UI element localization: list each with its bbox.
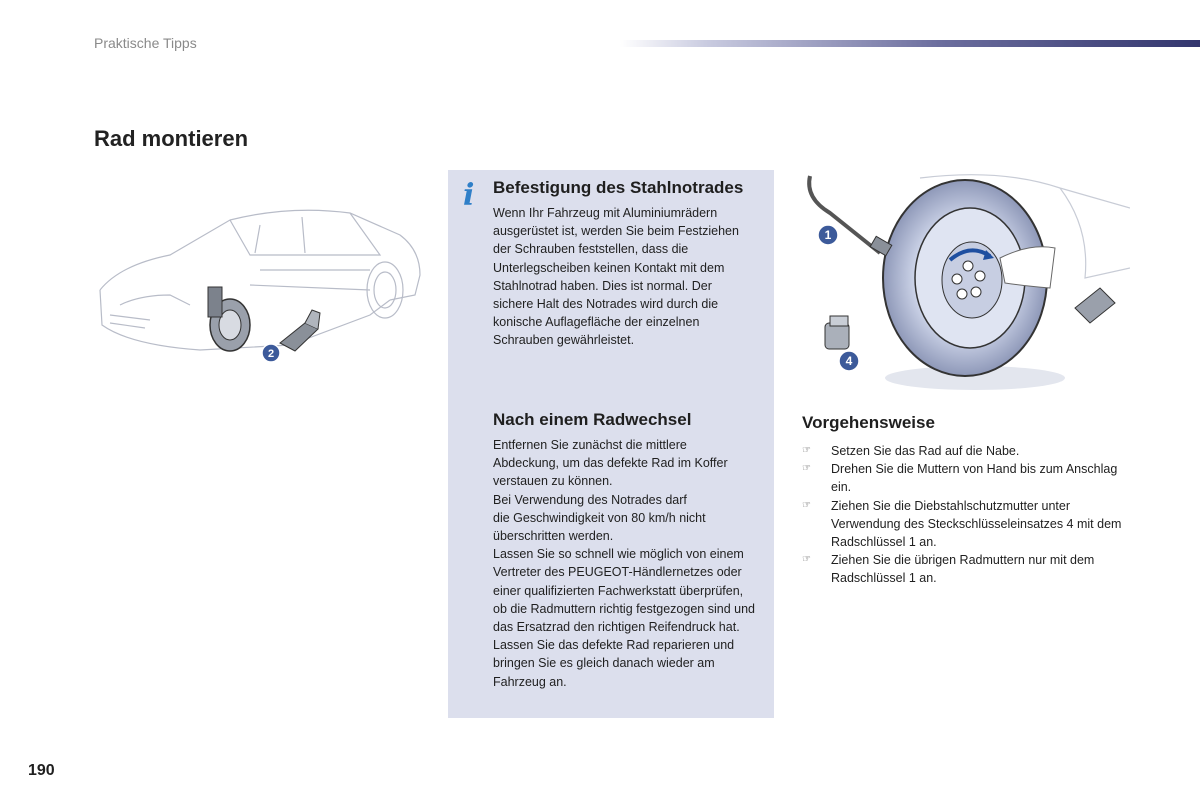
callout-4: 4 [845, 354, 853, 368]
hand-pointer-icon: ☞ [802, 499, 811, 511]
hand-pointer-icon: ☞ [802, 445, 811, 456]
procedure-heading: Vorgehensweise [802, 413, 935, 432]
car-jack-illustration [90, 195, 430, 375]
procedure-step: ☞ Ziehen Sie die übrigen Radmuttern nur mit dem Radschlüssel 1 an. [802, 553, 1095, 586]
hand-pointer-icon: ☞ [802, 463, 811, 475]
page-title: Rad montieren [94, 126, 249, 151]
box-text-after-change: Entfernen Sie zunächst die mittlere Abdeckung, um das defekte Rad im Koffer verstauen zu können. Bei Verwendung des Notrades darf die Geschwindigkeit von 80 km/h nicht überschritten werden. Lassen Sie so schnell wie möglich von einem Vertreter des PEUGEOT-Händlernetzes oder einer qualifizierten Fachwerkstatt überprüfen, ob die Radmuttern richtig festgezogen sind und das Ersatzrad den richtigen Reifendruck hat. Lassen Sie das defekte Rad reparieren und bringen Sie es gleich danach wieder am Fahrzeug an. [493, 438, 755, 689]
box-heading-steel-spare: Befestigung des Stahlnotrades [493, 178, 744, 197]
page-number: 190 [28, 762, 55, 779]
procedure-step: ☞ Drehen Sie die Muttern von Hand bis zum Anschlag ein. [802, 462, 1118, 495]
info-icon: i [463, 178, 475, 213]
callout-1: 1 [824, 228, 832, 242]
box-heading-after-change: Nach einem Radwechsel [493, 410, 692, 429]
wheel-mounting-illustration [800, 168, 1130, 398]
procedure-step: ☞ Ziehen Sie die Diebstahlschutzmutter unter Verwendung des Steckschlüsseleinsatzes 4 mit dem Radschlüssel 1 an. [802, 498, 1122, 550]
callout-2: 2 [267, 348, 275, 360]
section-header: Praktische Tipps [94, 35, 197, 51]
hand-pointer-icon: ☞ [802, 554, 811, 566]
box-text-steel-spare: Wenn Ihr Fahrzeug mit Aluminiumrädern ausgerüstet ist, werden Sie beim Festziehen der Schrauben feststellen, dass die Unterlegscheiben keinen Kontakt mit dem Stahlnotrad haben. Dies ist normal. Der sichere Halt des Notrades wird durch die konische Auflagefläche der einzelnen Schrauben gewährleistet. [493, 206, 739, 348]
procedure-steps [802, 442, 1132, 588]
header-bar [620, 40, 1200, 47]
procedure-step: ☞ Setzen Sie das Rad auf die Nabe. [802, 442, 1132, 460]
